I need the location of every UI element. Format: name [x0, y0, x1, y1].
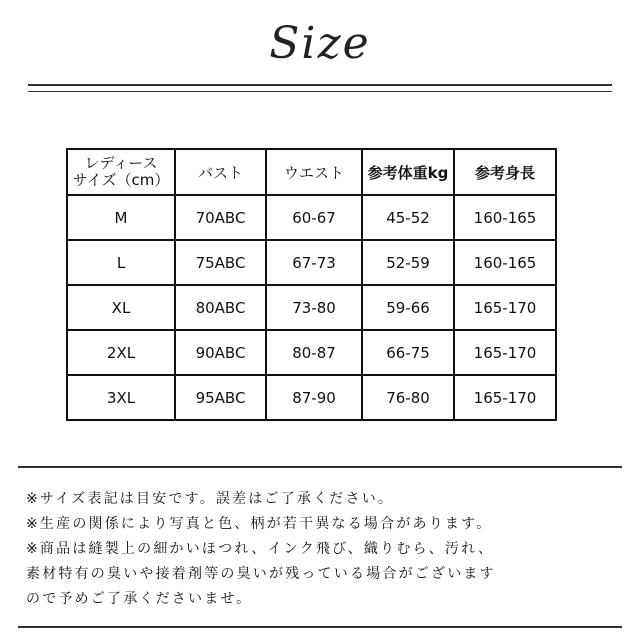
table-row — [67, 240, 556, 285]
note-line: ※サイズ表記は目安です。誤差はご了承ください。 — [26, 491, 395, 507]
cell-weight: 59-66 — [362, 285, 454, 330]
cell-height: 165-170 — [454, 330, 556, 375]
note-line: ※商品は縫製上の細かいほつれ、インク飛び、織りむら、汚れ、 — [26, 541, 495, 557]
cell-weight: 45-52 — [362, 195, 454, 240]
cell-bust: 75ABC — [175, 240, 266, 285]
header-weight: 参考体重kg — [362, 149, 454, 195]
cell-size: XL — [67, 285, 175, 330]
cell-size: 2XL — [67, 330, 175, 375]
note-line: ※生産の関係により写真と色、柄が若干異なる場合があります。 — [26, 516, 493, 532]
note-line: ので予めご了承くださいませ。 — [26, 591, 253, 607]
page-title: Size — [269, 18, 371, 69]
table-row — [67, 375, 556, 420]
cell-size: L — [67, 240, 175, 285]
cell-waist: 87-90 — [266, 375, 362, 420]
cell-waist: 60-67 — [266, 195, 362, 240]
notes-box — [18, 466, 622, 628]
cell-size: 3XL — [67, 375, 175, 420]
cell-bust: 80ABC — [175, 285, 266, 330]
header-waist: ウエスト — [266, 149, 362, 195]
title-divider-bottom — [28, 91, 612, 92]
cell-bust: 70ABC — [175, 195, 266, 240]
cell-weight: 52-59 — [362, 240, 454, 285]
cell-height: 160-165 — [454, 195, 556, 240]
header-size — [67, 149, 175, 195]
note-line: 素材特有の臭いや接着剤等の臭いが残っている場合がございます — [26, 566, 496, 582]
table-header-row — [67, 149, 556, 195]
header-bust: バスト — [175, 149, 266, 195]
header-size-line1: レディース — [84, 154, 158, 172]
cell-height: 165-170 — [454, 375, 556, 420]
cell-bust: 90ABC — [175, 330, 266, 375]
cell-waist: 80-87 — [266, 330, 362, 375]
cell-height: 160-165 — [454, 240, 556, 285]
table-row — [67, 285, 556, 330]
size-table — [66, 148, 557, 421]
cell-height: 165-170 — [454, 285, 556, 330]
header-height: 参考身長 — [454, 149, 556, 195]
table-row — [67, 330, 556, 375]
title-divider-top — [28, 84, 612, 86]
cell-size: M — [67, 195, 175, 240]
cell-weight: 66-75 — [362, 330, 454, 375]
cell-waist: 67-73 — [266, 240, 362, 285]
header-size-line2: サイズ（cm） — [72, 171, 170, 189]
table-row — [67, 195, 556, 240]
cell-bust: 95ABC — [175, 375, 266, 420]
cell-waist: 73-80 — [266, 285, 362, 330]
cell-weight: 76-80 — [362, 375, 454, 420]
